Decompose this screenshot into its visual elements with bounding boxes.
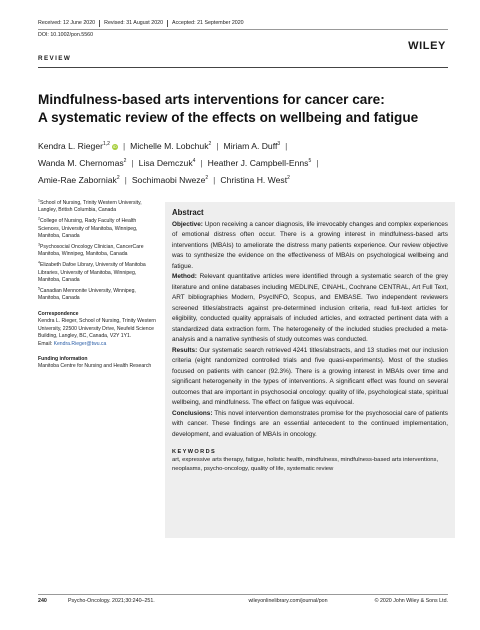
abstract-heading: Abstract	[172, 208, 204, 217]
abstract-results: Results: Our systematic search retrieved 4241 titles/abstracts, and 13 studies met our inclusion criteria (eight randomized controlled trials and five quasi-experiments). Most of the studies focused on patients with cancer (92.3%). There is a growing interest in MBAIs over time and significant heterogeneity in the types of interventions. A significant effect was found on several outcomes that are important in psychosocial oncology: quality of life, psychological state, spiritual wellbeing, and mindfulness. The effect on fatigue was equivocal.	[172, 346, 449, 406]
revised-date: Revised: 31 August 2020	[104, 20, 168, 27]
author[interactable]: Lisa Demczuk$^4$	[138, 158, 196, 168]
page-number: 240	[38, 598, 47, 604]
author[interactable]: Amie-Rae Zaborniak$^2$	[38, 175, 120, 185]
accepted-date: Accepted: 21 September 2020	[172, 20, 244, 26]
affiliation: $^1$School of Nursing, Trinity Western University, Langley, British Columbia, Canada	[38, 198, 142, 214]
email-link[interactable]: Kendra.Rieger@twu.ca	[53, 340, 107, 347]
author[interactable]: Miriam A. Duff$^3$	[223, 141, 281, 151]
article-title	[38, 91, 458, 126]
author[interactable]: Wanda M. Chernomas$^2$	[38, 158, 127, 168]
affiliation: $^3$Psychosocial Oncology Clinician, CancerCare Manitoba, Winnipeg, Manitoba, Canada	[38, 242, 144, 258]
abstract-conclusions: Conclusions: This novel intervention demonstrates promise for the psychosocial care of patients with cancer. These findings are an essential antecedent to the continued implementation, development, and evaluation of MBAIs in oncology.	[172, 409, 448, 438]
copyright: © 2020 John Wiley & Sons Ltd.	[374, 598, 448, 604]
header-divider	[38, 29, 448, 30]
author-line-1: Kendra L. Rieger$^{1,2}$ iD | Michelle M. Lobchuk$^2$ | Miriam A. Duff$^3$ |	[38, 141, 288, 151]
section-divider	[38, 67, 448, 68]
journal-url[interactable]: wileyonlinelibrary.com/journal/pon	[248, 598, 328, 604]
received-date: Received: 12 June 2020	[38, 20, 100, 27]
funding-text: Manitoba Centre for Nursing and Health Research	[38, 363, 152, 370]
correspondence-text: Kendra L. Rieger, School of Nursing, Trinity Western University, 22500 University Drive, Neufeld Science Building, Langley, BC, Canada, V2Y 1Y1.	[38, 318, 156, 340]
affiliations-sidebar	[38, 200, 158, 371]
received-dates-bar	[38, 20, 448, 27]
author-line-2: Wanda M. Chernomas$^2$ | Lisa Demczuk$^4$ | Heather J. Campbell-Enns$^5$ |	[38, 158, 319, 168]
abstract-method: Method: Relevant quantitative articles were identified through a systematic search of the grey literature and online databases including MEDLINE, CINAHL, Cochrane CENTRAL, Art Full Text, ART bibliographies Modern, PsycINFO, Scopus, and EMBASE. Two independent reviewers screened titles/abstracts against pre-determined inclusion criteria, read full-text articles for eligibility, conducted quality appraisals of included articles, and extracted pertinent data with a standardized data extraction form. The heterogeneity of the included studies precluded a meta-analysis and a narrative synthesis of study outcomes was conducted.	[172, 273, 448, 343]
author[interactable]: Heather J. Campbell-Enns$^5$	[207, 158, 312, 168]
footer-divider	[38, 594, 448, 595]
keywords-text: art, expressive arts therapy, fatigue, holistic health, mindfulness, mindfulness-based arts interventions, neoplasms, psycho-oncology, quality of life, systematic review	[172, 457, 439, 472]
author-list	[38, 138, 448, 189]
author[interactable]: Christina H. West$^2$	[220, 175, 290, 185]
author[interactable]: Kendra L. Rieger$^{1,2}$ iD	[38, 141, 117, 151]
affiliation: $^4$Elizabeth Dafoe Library, University of Manitoba Libraries, University of Manitoba, Winnipeg, Manitoba, Canada	[38, 260, 146, 284]
publisher-logo: WILEY	[408, 40, 446, 52]
title-line-1: Mindfulness-based arts interventions for cancer care:	[38, 92, 385, 107]
correspondence-heading: Correspondence	[38, 310, 79, 317]
section-label: REVIEW	[38, 55, 72, 62]
affiliation: $^5$Canadian Mennonite University, Winnipeg, Manitoba, Canada	[38, 286, 136, 302]
title-line-2: A systematic review of the effects on wellbeing and fatigue	[38, 109, 419, 125]
keywords-heading: KEYWORDS	[172, 449, 217, 455]
abstract-content	[172, 208, 448, 473]
doi[interactable]: DOI: 10.1002/pon.5560	[38, 32, 94, 38]
author[interactable]: Michelle M. Lobchuk$^2$	[130, 141, 212, 151]
author[interactable]: Sochimaobi Nweze$^2$	[131, 175, 209, 185]
correspondence-email: Email: Kendra.Rieger@twu.ca	[38, 340, 107, 347]
affiliation: $^2$College of Nursing, Rady Faculty of Health Sciences, University of Manitoba, Winnipeg, Manitoba, Canada	[38, 216, 138, 240]
orcid-icon[interactable]: iD	[113, 144, 117, 149]
page-footer	[38, 598, 448, 604]
journal-citation: Psycho-Oncology. 2021;30:240–251.	[68, 598, 155, 604]
abstract-objective: Objective: Upon receiving a cancer diagnosis, life irrevocably changes and complex experiences of emotional distress often occur. There is a growing interest in mindfulness-based arts interventions (MBAIs) to ameliorate the distress many patients experience. Our review objective was to synthesize the evidence on the effectiveness of MBAIs on psychological wellbeing and fatigue.	[172, 220, 448, 270]
funding-heading: Funding information	[38, 355, 88, 362]
author-line-3: Amie-Rae Zaborniak$^2$ | Sochimaobi Nweze$^2$ | Christina H. West$^2$	[38, 175, 290, 185]
